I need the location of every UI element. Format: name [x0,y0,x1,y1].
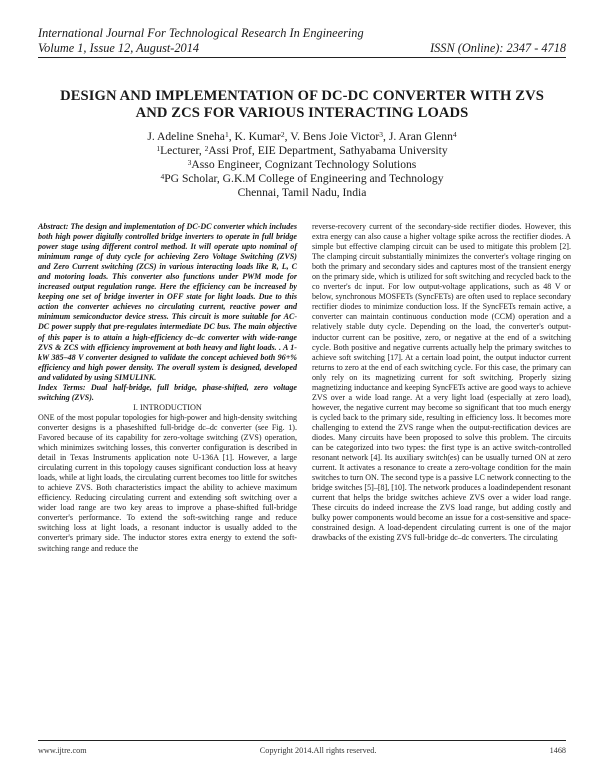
footer-copyright: Copyright 2014.All rights reserved. [259,746,377,755]
intro-paragraph: ONE of the most popular topologies for high-power and high-density switching converter designs is a phaseshifted full-bridge dc–dc converter (see Fig. 1). Favored because of its capability for zero-voltage switching (ZVS) operation, which minimizes switching losses, this converter configuration is described in detail in Texas Instruments application note U-136A [1]. However, a large circulating current in this topology causes significant conduction loss at heavy loads, while at light loads, the circulating current becomes too little for switches to achieve ZVS. Both characteristics impact the ability to achieve maximum efficiency. Reducing circulating current and extending soft switching over a wider load range are two key areas to improve a phase-shifted full-bridge converter's performance. To extend the soft-switching range and reduce switching loss at light loads, a resonant inductor is usually added to the converter's primary side. The inductor stores extra energy to extend the soft-switching range and reduce the [38,412,297,553]
affiliation-sup: 3 [187,158,192,167]
section-heading: I. INTRODUCTION [133,402,202,412]
page-number: 1468 [549,746,566,755]
author-name: J. Adeline Sneha [147,130,225,143]
author-sup: 2 [280,130,285,139]
affiliation-sup: 1 [156,144,161,153]
affiliation-sup: 4 [160,172,165,181]
affiliation-3 [38,158,566,172]
author-name: J. Aran Glenn [388,130,453,143]
index-terms: Index Terms: Dual half-bridge, full bridge, phase-shifted, zero voltage switching (ZVS). [38,382,297,402]
affiliation-text: Assi Prof, EIE Department, Sathyabama University [208,144,448,157]
title-line-1: DESIGN AND IMPLEMENTATION OF DC-DC CONVERTER WITH ZVS [60,88,544,104]
author-sup: 4 [452,130,457,139]
affiliation-sup: 2 [204,144,209,153]
footer-rule [38,740,566,741]
affiliation-text: Asso Engineer, Cognizant Technology Solutions [191,158,417,171]
paper-title [38,88,566,122]
page-footer [38,746,566,755]
title-line-2: AND ZCS FOR VARIOUS INTERACTING LOADS [135,105,469,121]
affiliation-4 [38,172,566,186]
author-block [38,130,566,200]
affiliation-text: Lecturer, [160,144,205,157]
header-rule [38,57,566,58]
journal-header [38,26,566,55]
issn: ISSN (Online): 2347 - 4718 [430,40,566,55]
location: Chennai, Tamil Nadu, India [237,186,367,199]
volume-issue: Volume 1, Issue 12, August-2014 [38,40,199,55]
journal-name: International Journal For Technological Research In Engineering [38,26,364,40]
author-sup: 3 [379,130,384,139]
author-list: J. Adeline Sneha$^1$, K. Kumar$^2$, V. Bens Joie Victor$^3$, J. Aran Glenn$^4$ [147,130,457,143]
affiliation-text: PG Scholar, G.K.M College of Engineering and Technology [164,172,444,185]
author-sup: 1 [224,130,229,139]
author-name: V. Bens Joie Victor [290,130,380,143]
affiliation-1-2 [38,144,566,158]
right-column [312,222,571,544]
footer-website: www.ijtre.com [38,746,87,755]
abstract: Abstract: The design and implementation of DC-DC converter which includes both high power digitally controlled bridge inverters to operate in full bridge power stage using different control method. It will operate upto nominal of minimum range of duty cycle for achieving Zero Voltage Switching (ZVS) and Zero Current switching (ZCS) in various interacting loads like R, L, C and motoring loads. This converter also functions under PWM mode for increased output regulation range. Here the efficiency can be increased by keeping one set of bridge inverter in OFF state for light loads. Due to this action the converter achieves no circulating current, reactive power and minimum semiconductor device stress. This circuit is more suitable for AC-DC power supply that pre-regulates intermediate DC bus. The main objective of this paper is to attain a high-efficiency dc–dc converter with wide-range ZVS & ZCS with efficiency improvement at both heavy and light loads. . A 1-kW 385–48 V converter designed to validate the concept achieved both 96+% efficiency and high power density. The overall system is designed, developed and validated by using SIMULINK. [38,222,297,382]
body-paragraph: reverse-recovery current of the secondary-side rectifier diodes. However, this extra energy can also cause a higher voltage spike across the rectifier diodes. A simple but effective clamping circuit can be used to mitigate this problem [2]. The clamping circuit substantially minimizes the converter's voltage ringing on both the primary and secondary sides and captures most of the transient energy on the primary side, which is utilized for soft switching and recycled back to the co nverter's dc input. For low output-voltage applications, such as 48 V or below, synchronous MOSFETs (SyncFETs) are often used to replace secondary rectifier diodes to minimize conduction loss. If the SyncFETs remain active, a converter can maintain continuous conduction mode (CCM) operation and a relatively stable duty cycle. Depending on the load, the converter's output-inductor current can be positive, zero, or negative at the end of a switching cycle. Both positive and negative currents actually help the primary switches to achieve soft switching [17]. At a certain load point, the output inductor current returns to zero at the end of each switching cycle. For this case, the primary can only rely on its magnetizing current for soft switching. Properly sizing magnetizing inductance and keeping SyncFETs active are good ways to achieve ZVS over a wide load range. At a very light load (especially at zero load), however, the negative current may become so significant that too much energy is cycled back to the primary side, resulting in efficiency loss. It becomes more challenging to extend the ZVS range when the output-rectification devices are diodes. Many circuits have been proposed to solve this problem. The circuits can be categorized into two types: the first type is an active switch-controlled resonant network [4]. Its auxiliary switch(es) can be usually turned ON at zero current. It activates a resonance to create a zero-voltage condition for the main switches to turn ON. The second type is a passive LC network connecting to the bridge switches [5]–[8], [10]. The network produces a loadindependent resonant current that helps the bridge switches achieve ZVS over a wider load range. These circuits do indeed increase the ZVS load range, but adding costly and bulky power components would become an issue for a cost-sensitive and space-constrained design. A load-dependent circulating current is one of the major drawbacks of the existing ZVS full-bridge dc–dc converters. The circulating [312,222,571,543]
left-column [38,222,297,554]
author-name: K. Kumar [234,130,281,143]
